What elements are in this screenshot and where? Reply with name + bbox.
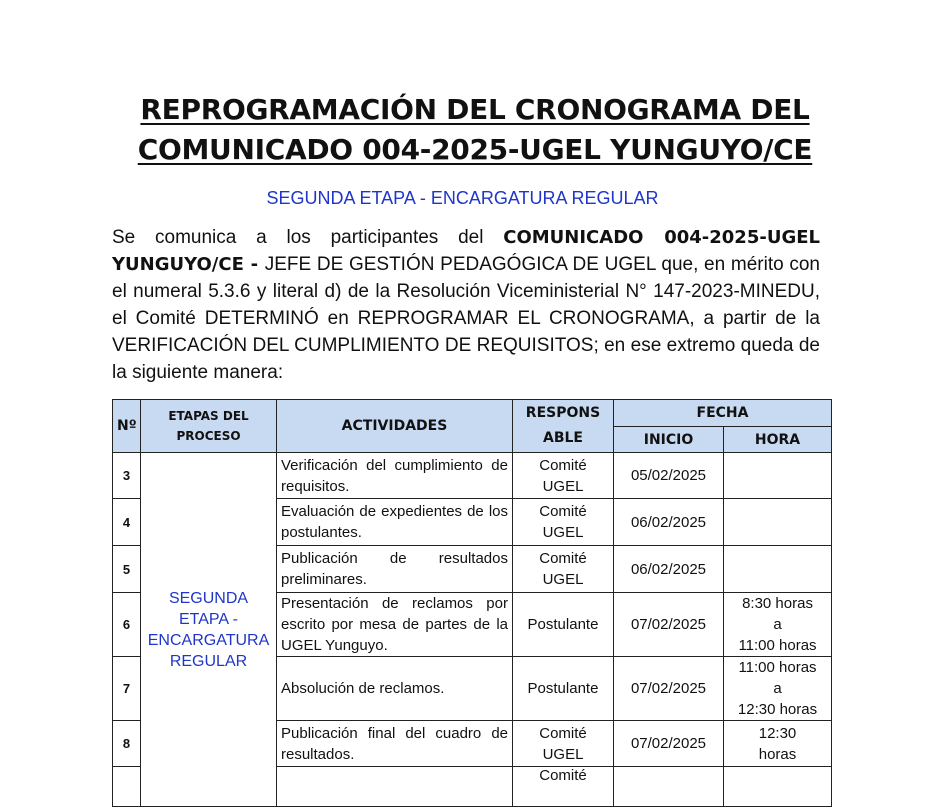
row-resp-line1: Comité: [539, 456, 587, 474]
stage-line1: SEGUNDA: [168, 589, 249, 607]
row-hora-line2: horas: [758, 745, 797, 763]
stage-line4: REGULAR: [169, 652, 248, 670]
table-row: [113, 453, 832, 499]
row-num: 5: [113, 546, 141, 593]
row-inicio: 06/02/2025: [614, 499, 724, 546]
row-hora-line2: a: [773, 680, 782, 697]
row-num: 3: [113, 453, 141, 499]
row-hora: [724, 499, 832, 546]
row-activity: Evaluación de expedientes de los postulantes.: [277, 499, 513, 546]
row-hora: [724, 767, 832, 807]
row-activity: Presentación de reclamos por escrito por mesa de partes de la UGEL Yunguyo.: [277, 593, 513, 657]
row-hora-line1: 11:00 horas: [738, 659, 817, 676]
header-resp-line1: RESPONS: [525, 405, 601, 421]
row-responsable: Postulante: [513, 657, 614, 721]
row-activity: Publicación final del cuadro de resultados.: [277, 721, 513, 767]
row-num: 4: [113, 499, 141, 546]
stage-line3: ENCARGATURA: [147, 631, 270, 649]
title-line-2: COMUNICADO 004-2025-UGEL YUNGUYO/CE: [137, 133, 813, 166]
row-activity: [277, 767, 513, 807]
row-resp-line1: Comité: [539, 724, 587, 742]
row-inicio: 07/02/2025: [614, 593, 724, 657]
row-responsable: [513, 499, 614, 546]
header-responsable: [513, 400, 614, 453]
row-responsable: [513, 721, 614, 767]
row-resp-line2: UGEL: [542, 524, 584, 541]
header-etapas: [141, 400, 277, 453]
header-hora: HORA: [724, 427, 832, 453]
row-inicio: 07/02/2025: [614, 657, 724, 721]
row-responsable: Postulante: [513, 593, 614, 657]
row-resp-line2: UGEL: [542, 745, 584, 763]
row-responsable: [513, 546, 614, 593]
row-inicio: 06/02/2025: [614, 546, 724, 593]
header-num: Nº: [113, 400, 141, 453]
stage-line2: ETAPA -: [179, 610, 238, 628]
row-num: 6: [113, 593, 141, 657]
subtitle: SEGUNDA ETAPA - ENCARGATURA REGULAR: [266, 188, 659, 208]
row-resp-line2: UGEL: [542, 477, 584, 495]
row-hora: [724, 657, 832, 721]
row-resp-line1: Comité: [539, 550, 587, 567]
paragraph-bold-communique: COMUNICADO 004-2025-UGEL YUNGUYO/CE -: [112, 227, 820, 275]
header-actividades: ACTIVIDADES: [277, 400, 513, 453]
paragraph-text-1: Se comunica a los participantes del: [112, 227, 504, 248]
row-inicio: 05/02/2025: [614, 453, 724, 499]
row-hora: [724, 721, 832, 767]
row-activity: Verificación del cumplimiento de requisitos.: [277, 453, 513, 499]
row-inicio: [614, 767, 724, 807]
row-hora-line1: 12:30: [758, 724, 797, 742]
row-num: [113, 767, 141, 807]
row-responsable: [513, 453, 614, 499]
row-resp-line2: UGEL: [542, 571, 584, 588]
row-num: 8: [113, 721, 141, 767]
header-etapas-line2: PROCESO: [176, 429, 241, 443]
paragraph-text-2: JEFE DE GESTIÓN PEDAGÓGICA DE UGEL que, en mérito con el numeral 5.3.6 y literal d) de la Resolución Viceministerial N° 147-2023-MINEDU, el Comité DETERMINÓ en REPROGRAMAR EL CRONOGRAMA, a partir de la VERIFICACIÓN DEL CUMPLIMIENTO DE REQUISITOS; en ese extremo queda de la siguiente manera:: [112, 254, 820, 383]
row-num: 7: [113, 657, 141, 721]
row-activity: Publicación de resultados preliminares.: [277, 546, 513, 593]
header-etapas-line1: ETAPAS DEL: [168, 409, 249, 423]
row-hora: [724, 593, 832, 657]
header-inicio: INICIO: [614, 427, 724, 453]
row-responsable: Comité: [513, 767, 614, 807]
row-hora-line3: 11:00 horas: [738, 637, 817, 654]
row-inicio: 07/02/2025: [614, 721, 724, 767]
row-resp-line1: Comité: [539, 503, 587, 520]
header-fecha: FECHA: [614, 400, 832, 427]
row-hora-line1: 8:30 horas: [742, 595, 813, 612]
intro-paragraph: [112, 224, 820, 386]
header-resp-line2: ABLE: [543, 430, 583, 446]
row-hora-line2: a: [773, 616, 782, 633]
row-hora: [724, 453, 832, 499]
title-line-1: REPROGRAMACIÓN DEL CRONOGRAMA DEL: [140, 93, 810, 126]
document-title: [0, 90, 950, 170]
row-activity: Absolución de reclamos.: [277, 657, 513, 721]
row-hora-line3: 12:30 horas: [737, 701, 818, 718]
schedule-table: [112, 399, 832, 807]
stage-cell: [141, 453, 277, 807]
row-hora: [724, 546, 832, 593]
